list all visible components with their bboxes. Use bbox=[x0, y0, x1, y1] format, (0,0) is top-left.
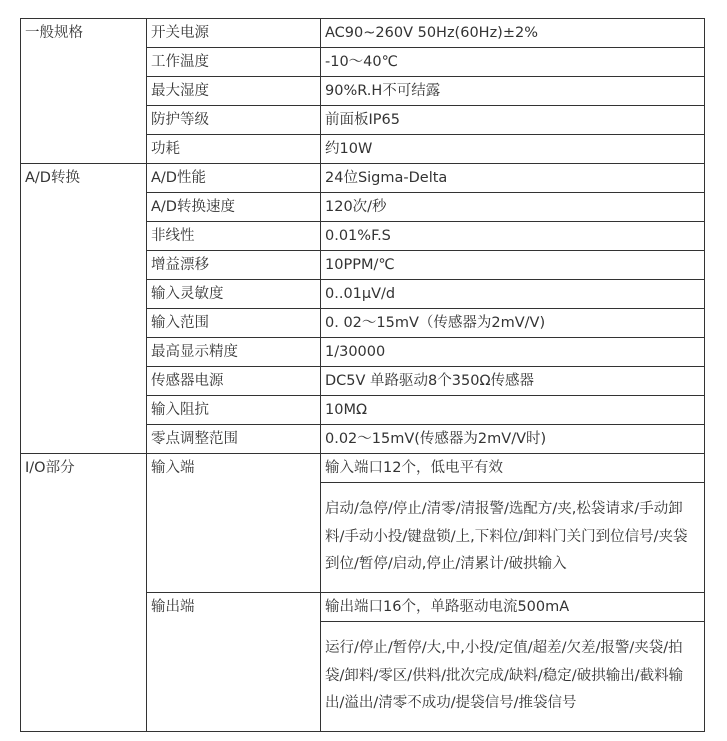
item-cell: 工作温度 bbox=[147, 48, 321, 77]
item-cell: A/D性能 bbox=[147, 164, 321, 193]
item-cell: 最高显示精度 bbox=[147, 338, 321, 367]
item-cell: 非线性 bbox=[147, 222, 321, 251]
value-cell: 0. 02～15mV（传感器为2mV/V) bbox=[321, 309, 705, 338]
value-detail-cell: 启动/急停/停止/清零/清报警/选配方/夹,松袋请求/手动卸料/手动小投/键盘锁/上,下料位/卸料门关门到位信号/夹袋到位/暂停/启动,停止/清累计/破拱输入 bbox=[321, 483, 705, 593]
value-cell: 0..01μV/d bbox=[321, 280, 705, 309]
category-cell: I/O部分 bbox=[21, 454, 147, 732]
item-cell: 传感器电源 bbox=[147, 367, 321, 396]
value-cell: 10MΩ bbox=[321, 396, 705, 425]
value-cell: 前面板IP65 bbox=[321, 106, 705, 135]
spec-table bbox=[20, 18, 705, 732]
item-cell: 输入灵敏度 bbox=[147, 280, 321, 309]
item-cell: 功耗 bbox=[147, 135, 321, 164]
value-detail-cell: 运行/停止/暂停/大,中,小投/定值/超差/欠差/报警/夹袋/拍袋/卸料/零区/供料/批次完成/缺料/稳定/破拱输出/截料输出/溢出/清零不成功/提袋信号/推袋信号 bbox=[321, 622, 705, 732]
item-cell: 最大湿度 bbox=[147, 77, 321, 106]
value-cell: 10PPM/℃ bbox=[321, 251, 705, 280]
value-cell: -10～40℃ bbox=[321, 48, 705, 77]
item-cell: 零点调整范围 bbox=[147, 425, 321, 454]
value-cell: 24位Sigma-Delta bbox=[321, 164, 705, 193]
table-row bbox=[21, 164, 705, 193]
value-cell: DC5V 单路驱动8个350Ω传感器 bbox=[321, 367, 705, 396]
value-cell: 1/30000 bbox=[321, 338, 705, 367]
item-cell: 输入范围 bbox=[147, 309, 321, 338]
item-cell: 防护等级 bbox=[147, 106, 321, 135]
value-cell: 输出端口16个，单路驱动电流500mA bbox=[321, 593, 705, 622]
value-cell: 0.01%F.S bbox=[321, 222, 705, 251]
item-cell: 增益漂移 bbox=[147, 251, 321, 280]
item-cell: 输入端 bbox=[147, 454, 321, 593]
table-row bbox=[21, 454, 705, 483]
value-cell: 90%R.H不可结露 bbox=[321, 77, 705, 106]
item-cell: 开关电源 bbox=[147, 19, 321, 48]
item-cell: 输出端 bbox=[147, 593, 321, 732]
category-cell: 一般规格 bbox=[21, 19, 147, 164]
value-cell: 约10W bbox=[321, 135, 705, 164]
value-cell: AC90~260V 50Hz(60Hz)±2% bbox=[321, 19, 705, 48]
table-row bbox=[21, 19, 705, 48]
item-cell: A/D转换速度 bbox=[147, 193, 321, 222]
category-cell: A/D转换 bbox=[21, 164, 147, 454]
value-cell: 0.02～15mV(传感器为2mV/V时) bbox=[321, 425, 705, 454]
value-cell: 120次/秒 bbox=[321, 193, 705, 222]
item-cell: 输入阻抗 bbox=[147, 396, 321, 425]
value-cell: 输入端口12个，低电平有效 bbox=[321, 454, 705, 483]
